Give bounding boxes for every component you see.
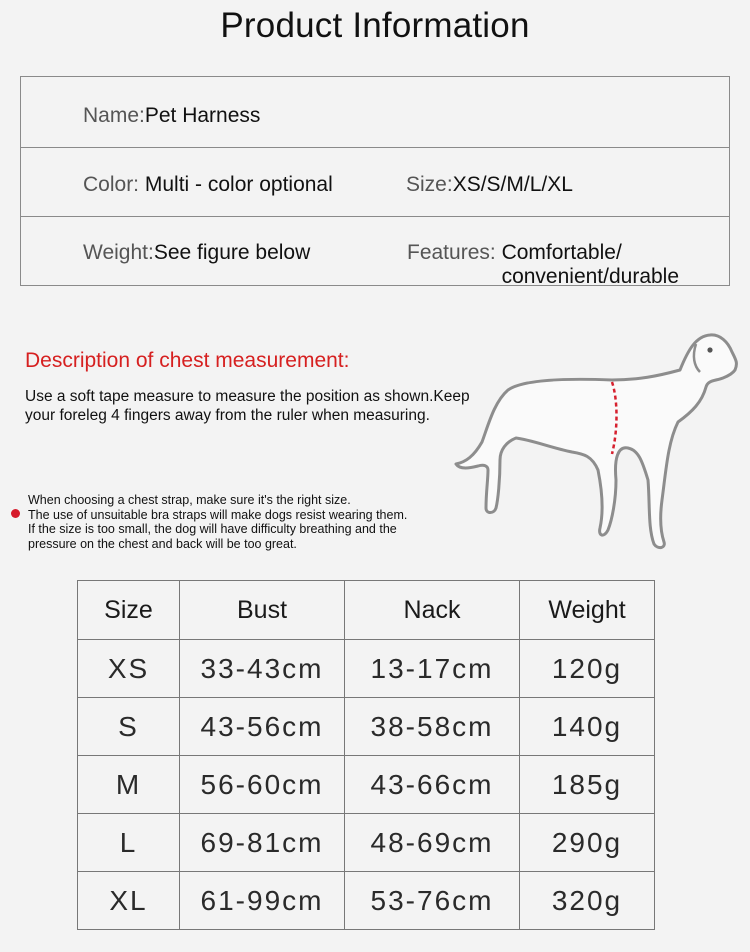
size-cell: M: [78, 756, 180, 814]
header-nack: Nack: [345, 581, 520, 640]
size-note: [28, 493, 488, 551]
bullet-dot-icon: [11, 509, 20, 518]
nack-cell: 38-58cm: [345, 698, 520, 756]
size-label: Size:: [406, 173, 453, 196]
header-size: Size: [78, 581, 180, 640]
weight-cell: 290g: [520, 814, 655, 872]
table-header-row: [78, 581, 655, 640]
weight-value: See figure below: [153, 241, 311, 264]
size-cell: XS: [78, 640, 180, 698]
features-field: [407, 241, 679, 289]
dog-eye-icon: [707, 347, 712, 352]
bust-cell: 69-81cm: [180, 814, 345, 872]
dog-measurement-illustration: [452, 330, 742, 555]
note-line: When choosing a chest strap, make sure it's the right size.: [28, 493, 351, 507]
product-info-box: [20, 76, 730, 286]
size-cell: S: [78, 698, 180, 756]
table-row: [78, 872, 655, 930]
page-title: Product Information: [220, 6, 530, 45]
dog-outline: [456, 335, 736, 548]
table-row: [78, 756, 655, 814]
bust-cell: 43-56cm: [180, 698, 345, 756]
nack-cell: 13-17cm: [345, 640, 520, 698]
info-row-weight-features: [21, 217, 729, 286]
bust-cell: 33-43cm: [180, 640, 345, 698]
note-line: pressure on the chest and back will be too great.: [28, 536, 297, 551]
bust-cell: 61-99cm: [180, 872, 345, 930]
info-row-name: [21, 77, 729, 148]
info-row-color-size: [21, 148, 729, 217]
nack-cell: 53-76cm: [345, 872, 520, 930]
name-label: Name:: [83, 104, 145, 127]
header-bust: Bust: [180, 581, 345, 640]
color-label: Color:: [83, 173, 140, 196]
name-field: [83, 104, 260, 128]
size-table: [77, 580, 655, 930]
note-line: The use of unsuitable bra straps will make dogs resist wearing them.: [28, 507, 408, 522]
note-line: If the size is too small, the dog will have difficulty breathing and the: [28, 522, 397, 537]
features-value-line1: Comfortable/: [501, 241, 622, 264]
features-label: Features:: [407, 241, 496, 264]
description-text: Use a soft tape measure to measure the position as shown.Keep your foreleg 4 fingers away from the ruler when measuring.: [25, 388, 470, 424]
nack-cell: 48-69cm: [345, 814, 520, 872]
features-value-line2: convenient/durable: [501, 265, 680, 288]
table-row: [78, 640, 655, 698]
name-value: Pet Harness: [144, 104, 261, 127]
header-weight: Weight: [520, 581, 655, 640]
weight-cell: 140g: [520, 698, 655, 756]
table-row: [78, 698, 655, 756]
features-value: [502, 241, 679, 289]
weight-field: [83, 241, 310, 265]
size-value: XS/S/M/L/XL: [452, 173, 573, 196]
weight-label: Weight:: [83, 241, 154, 264]
nack-cell: 43-66cm: [345, 756, 520, 814]
size-cell: XL: [78, 872, 180, 930]
size-field: [406, 173, 573, 197]
size-cell: L: [78, 814, 180, 872]
color-value: Multi - color optional: [139, 173, 333, 196]
weight-cell: 120g: [520, 640, 655, 698]
table-row: [78, 814, 655, 872]
color-field: [83, 173, 333, 197]
weight-cell: 320g: [520, 872, 655, 930]
bust-cell: 56-60cm: [180, 756, 345, 814]
description-title: Description of chest measurement:: [25, 349, 350, 372]
weight-cell: 185g: [520, 756, 655, 814]
